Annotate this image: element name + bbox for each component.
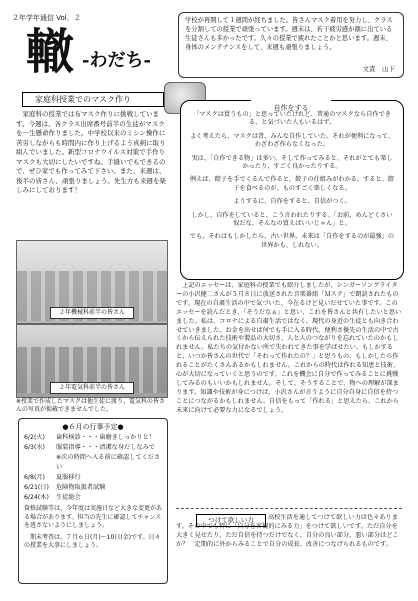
commentary-divider [176,508,402,509]
schedule-heading: ●６月の行事予定● [62,423,124,431]
schedule-list [19,433,167,503]
schedule-text: 服装指導・・・清潔な身だしなみで [56,444,155,451]
schedule-text: 夏服移行 [56,474,81,481]
newsletter-title-kana: -わだち- [82,50,151,71]
section-heading-mask [22,92,164,107]
schedule-text: 生徒総会 [56,494,81,501]
essay-p1: 「マスクは買うもの」と思っていたけれど、普通のマスクなら自作できる、と気づいた人もいるはず。 [193,111,391,127]
notice-signature: 文責 山下 [362,65,395,73]
essay-heading-text: 自作をする [273,104,309,112]
mask-article-body: 家庭科の授業では布マスク作りに挑戦しています。今週は、各クラス出席番号前半の生徒がマスクを一生懸命作りました。中学校以来のミシン操作に苦労しながらも時間内に作り上げるよう真剣に取り組んでいました。新型コロナウイルス対策で手作りマスクも大切にしたいですね。手縫いでもできるので、ぜひ家でも作ってみて下さい。また、来週は、後半の皆さん、頑張りましょう。先生方も来週を楽しみにしております！ [16,110,166,194]
schedule-date: 6/24(木) [24,494,49,501]
essay-box [180,100,404,280]
schedule-box [18,418,168,584]
schedule-text: ※次の時間へ入る前に確認してください [56,454,161,471]
schedule-text: 危険物取扱者試験 [56,484,106,491]
schedule-item [24,443,162,453]
essay-p7: でも、それはもしかしたら、古い世界。未来は「自作をするのが最強」の世界かも、しれない。 [189,233,395,249]
schedule-item [24,433,162,443]
essay-body [181,101,403,250]
schedule-date: 6/8(月) [24,474,45,481]
essay-p2: よく考えたら、マスクは昔、みんな自作していた。それが便利になって、わざわざ作らなくなった。 [189,132,395,149]
commentary-text: 上記のエッセーは、家庭科の授業でも紹介しましたが、シンガーソングライターの小沢健二さんが５月８日に放送された音楽番組「Ｍステ」で朗読されたものです。現在の自粛生活の中で気づいた、今在るけど見いだせていた事です。このエッセーを読んだとき、「そうだなぁ」と思い、これを皆さんと共有したいと思いました。私は、コロナによる自粛生活ではなく、現代の身近の生徒とも向き合わせていきました。お金を出せば何でも手に入る時代、便利さ優先の生活の中で古くから伝えられた技術や製品の大切さ、人と人のつながりを忘れていたのかもしれません。私たちの気付かない所で失われてきた事を学ばせたい。もしかすると、いつか皆さんの世代で「それって作れたの？」と思うもの、もしかしたら作れることがたくさんあるかもしれません。これからの時代は作れる知恵と技術、心が大切になっていくと思うのです。これを機会に自分で作ってみることに挑戦してみるのもいいかもしれません。そして、そうすることで、物への理解が深まります。知識や技術が身につけば、小沢さんが言うように自分自身に自信を持つことにつながるかもしれません。自信をもって「作れる」と思えたら、これから未来に向けて必要な力になるでしょう。 [176,282,402,414]
photo1-caption: ２年機械科前半の皆さん [50,307,134,319]
schedule-date: 6/3(水) [24,444,45,451]
section-heading-text: 家庭科授業でのマスク作り [35,95,131,104]
photo2-caption: ２年電気科前半の皆さん [50,382,134,394]
essay-p5: ようするに、自作をすると、自信がつく。 [233,198,351,206]
schedule-date: 6/2(火) [24,434,45,441]
schedule-note: 資格試験等は、今年度は実施日など大きな変更がある場合があります。担当の先生に確認してチャンスを逃さないようにしましょう。 [24,505,163,530]
skills-text: 高校生活を通してつけて欲しい力は色々あります。その中でも特に「自分を客観的にみる力」をつけて欲しいです。ただ自分を大きく見せたり、ただ自信を持つだけでなく、自分の良い部分、悪い部分はどこか？ 定期的に外からみることで自分の成長、改善につなげられるものです。 [176,514,399,548]
schedule-item [24,493,162,503]
notice-text: 学校が再開して１週間が経ちました。皆さんマスク着用を努力し、クラスを分割しての授業で頑張っています。週末は、若干疲労感が顔に出ている生徒さんも多かったです。久々の授業で疲れたことかと思います。週末、身体のメンテナンスをして、来週も頑張りましょう。 [185,17,393,51]
photo-note: ※授業で作成したマスクは他生徒に渡り、電気科の皆さんの写真が掲載できませんでした。 [16,398,166,413]
essay-p3: 実は、「自作できる物」は多い。そして作ってみると、それがとても楽しかったり、すごく良かったりする。 [191,154,393,171]
newsletter-title-kanji: 轍 [26,24,75,80]
schedule-date: 6/21(日) [24,484,49,491]
schedule-item [24,483,162,493]
schedule-text: 歯科検診・・・歯磨きしっかりと！ [56,434,155,441]
essay-p4: 例えば、餃子を手でくるんで作ると、餃子の仕組みがわかる。すると、餃子を食べるのが、ものすごく楽しくなる。 [189,176,395,192]
notice-box [178,12,404,78]
skills-label: つけて欲しい力 [208,516,254,524]
schedule-item [24,473,162,483]
schedule-item [24,453,162,473]
essay-p6: しかし、自作をしていると、こう言われたりする。「お前、めんどくさい奴だな、そんなの買えばいいじゃん」と。 [191,211,393,228]
issue-label: ２年学年通信 Vol．２ [12,14,81,22]
exam-note: 期末考査は、７月６日(月)～10日(金)です。日々の授業を大事にしましょう。 [24,533,161,550]
schedule-date [24,453,52,473]
essay-heading [251,95,331,112]
